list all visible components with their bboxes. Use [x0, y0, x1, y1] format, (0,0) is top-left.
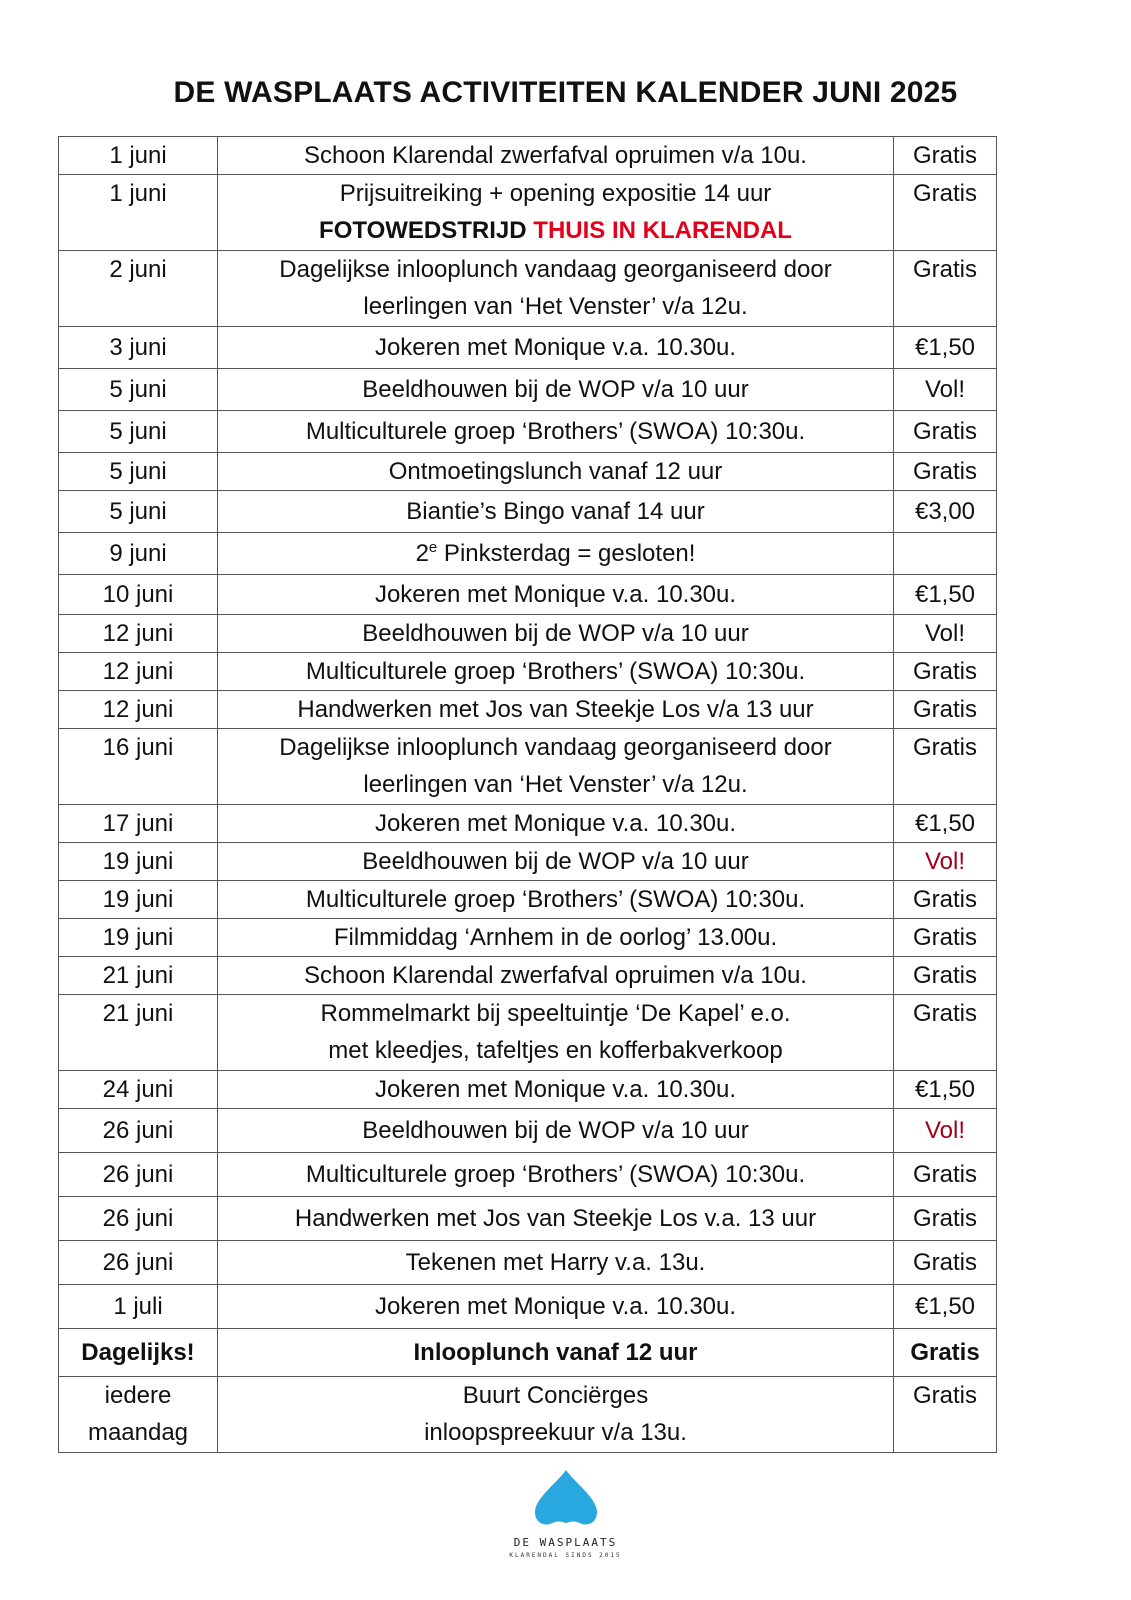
date-text: 5 juni — [109, 376, 167, 403]
table-row — [59, 251, 997, 327]
activity-cell — [218, 957, 894, 995]
activity-line: Dagelijkse inlooplunch vandaag georganiseerd door — [279, 734, 832, 761]
table-row — [59, 533, 997, 575]
activity-line: Beeldhouwen bij de WOP v/a 10 uur — [362, 1117, 749, 1144]
date-text: 9 juni — [109, 540, 167, 567]
activity-line: Ontmoetingslunch vanaf 12 uur — [388, 458, 723, 485]
activity-line: leerlingen van ‘Het Venster’ v/a 12u. — [363, 293, 748, 320]
activity-cell — [218, 995, 894, 1071]
activity-cell — [218, 805, 894, 843]
price-text: Vol! — [924, 848, 966, 875]
table-row — [59, 137, 997, 175]
activity-cell — [218, 919, 894, 957]
price-cell — [894, 533, 997, 575]
activity-line: Jokeren met Monique v.a. 10.30u. — [374, 581, 737, 608]
date-cell — [59, 491, 218, 533]
activity-line: Inlooplunch vanaf 12 uur — [413, 1339, 698, 1366]
activity-line: Multiculturele groep ‘Brothers’ (SWOA) 10:30u. — [305, 418, 806, 445]
date-text: 19 juni — [102, 848, 174, 875]
price-cell — [894, 653, 997, 691]
date-cell — [59, 1109, 218, 1153]
activity-line: Jokeren met Monique v.a. 10.30u. — [374, 334, 737, 361]
date-cell — [59, 327, 218, 369]
price-cell — [894, 615, 997, 653]
activity-text: 2 — [415, 540, 429, 567]
date-cell — [59, 251, 218, 327]
activity-cell — [218, 369, 894, 411]
table-row — [59, 843, 997, 881]
date-cell — [59, 369, 218, 411]
activity-line: Schoon Klarendal zwerfafval opruimen v/a 10u. — [304, 962, 807, 989]
date-cell — [59, 1071, 218, 1109]
activity-cell — [218, 453, 894, 491]
table-row — [59, 957, 997, 995]
price-text: Gratis — [912, 1249, 977, 1276]
price-text: €1,50 — [914, 581, 976, 608]
date-cell — [59, 691, 218, 729]
activity-cell — [218, 175, 894, 251]
price-text: Vol! — [924, 620, 966, 647]
date-cell — [59, 919, 218, 957]
table-row — [59, 1329, 997, 1377]
price-cell — [894, 1329, 997, 1377]
date-cell — [59, 1377, 218, 1453]
price-cell — [894, 881, 997, 919]
table-row — [59, 453, 997, 491]
table-row — [59, 615, 997, 653]
wasplaats-logo — [0, 1468, 1131, 1559]
table-row — [59, 1109, 997, 1153]
table-row — [59, 369, 997, 411]
price-cell — [894, 327, 997, 369]
price-text: €1,50 — [914, 334, 976, 361]
price-text: Gratis — [912, 1000, 977, 1027]
water-drop-icon — [531, 1468, 601, 1532]
date-cell — [59, 843, 218, 881]
date-cell — [59, 995, 218, 1071]
table-row — [59, 1241, 997, 1285]
activity-line: met kleedjes, tafeltjes en kofferbakverkoop — [328, 1037, 783, 1064]
price-text: €1,50 — [914, 810, 976, 837]
table-row — [59, 175, 997, 251]
price-cell — [894, 1197, 997, 1241]
activity-line: inloopspreekuur v/a 13u. — [424, 1419, 687, 1446]
price-cell — [894, 491, 997, 533]
date-text: 26 juni — [102, 1249, 174, 1276]
table-row — [59, 995, 997, 1071]
date-text: 1 juni — [109, 142, 167, 169]
price-text: €1,50 — [914, 1076, 976, 1103]
date-cell — [59, 175, 218, 251]
date-text: 5 juni — [109, 458, 167, 485]
table-row — [59, 411, 997, 453]
activity-line: Handwerken met Jos van Steekje Los v/a 13 uur — [297, 696, 814, 723]
date-cell — [59, 575, 218, 615]
table-row — [59, 327, 997, 369]
activity-cell — [218, 1109, 894, 1153]
activity-line: Beeldhouwen bij de WOP v/a 10 uur — [362, 848, 749, 875]
price-text: Gratis — [912, 696, 977, 723]
table-row — [59, 805, 997, 843]
date-cell — [59, 615, 218, 653]
activity-line — [218, 212, 893, 249]
date-cell — [59, 1285, 218, 1329]
date-cell — [59, 1197, 218, 1241]
activity-line: Dagelijkse inlooplunch vandaag georganiseerd door — [279, 256, 832, 283]
table-row — [59, 1197, 997, 1241]
price-text: Gratis — [912, 1161, 977, 1188]
activity-cell — [218, 533, 894, 575]
activity-line: Multiculturele groep ‘Brothers’ (SWOA) 10:30u. — [305, 1161, 806, 1188]
date-cell — [59, 137, 218, 175]
activity-cell — [218, 881, 894, 919]
table-row — [59, 919, 997, 957]
activity-cell — [218, 1377, 894, 1453]
activity-cell — [218, 251, 894, 327]
table-row — [59, 653, 997, 691]
date-text: 21 juni — [102, 1000, 174, 1027]
activity-cell — [218, 1153, 894, 1197]
price-text: Gratis — [912, 886, 977, 913]
table-row — [59, 1153, 997, 1197]
date-text: 26 juni — [102, 1161, 174, 1188]
activity-cell — [218, 691, 894, 729]
activity-cell — [218, 491, 894, 533]
price-cell — [894, 1285, 997, 1329]
date-text: 26 juni — [102, 1117, 174, 1144]
date-text: 16 juni — [102, 734, 174, 761]
price-text: Gratis — [912, 658, 977, 685]
date-text: 2 juni — [109, 256, 167, 283]
price-text: Gratis — [912, 1382, 977, 1409]
activity-line — [218, 535, 893, 572]
contest-theme: THUIS IN KLARENDAL — [533, 217, 792, 244]
date-text: 19 juni — [102, 886, 174, 913]
date-text: iedere — [104, 1382, 172, 1409]
activity-cell — [218, 1285, 894, 1329]
table-row — [59, 491, 997, 533]
price-cell — [894, 369, 997, 411]
date-text: 5 juni — [109, 418, 167, 445]
table-row — [59, 575, 997, 615]
date-text: 12 juni — [102, 658, 174, 685]
activity-line: Beeldhouwen bij de WOP v/a 10 uur — [362, 620, 749, 647]
price-cell — [894, 843, 997, 881]
price-cell — [894, 1153, 997, 1197]
date-text: 5 juni — [109, 498, 167, 525]
contest-name: FOTOWEDSTRIJD — [319, 217, 534, 244]
date-cell — [59, 881, 218, 919]
date-text: 12 juni — [102, 696, 174, 723]
logo-subtitle: KLARENDAL SINDS 2015 — [509, 1552, 622, 1559]
date-cell — [59, 1329, 218, 1377]
page-title: DE WASPLAATS ACTIVITEITEN KALENDER JUNI 2025 — [173, 76, 958, 109]
table-row — [59, 881, 997, 919]
date-text: 19 juni — [102, 924, 174, 951]
date-cell — [59, 1153, 218, 1197]
date-text: Dagelijks! — [81, 1339, 195, 1366]
activity-line: Jokeren met Monique v.a. 10.30u. — [374, 810, 737, 837]
activity-cell — [218, 575, 894, 615]
price-text: €1,50 — [914, 1293, 976, 1320]
price-text: Gratis — [912, 962, 977, 989]
price-cell — [894, 453, 997, 491]
price-text: €3,00 — [914, 498, 976, 525]
price-text: Gratis — [912, 458, 977, 485]
activity-line: Multiculturele groep ‘Brothers’ (SWOA) 10:30u. — [305, 658, 806, 685]
activity-line: Jokeren met Monique v.a. 10.30u. — [374, 1076, 737, 1103]
price-cell — [894, 1377, 997, 1453]
price-text: Gratis — [912, 418, 977, 445]
logo-name: DE WASPLAATS — [513, 1536, 618, 1549]
date-cell — [59, 1241, 218, 1285]
price-cell — [894, 957, 997, 995]
date-cell — [59, 805, 218, 843]
date-cell — [59, 411, 218, 453]
activity-line: Prijsuitreiking + opening expositie 14 uur — [339, 180, 772, 207]
activity-cell — [218, 1071, 894, 1109]
price-cell — [894, 1109, 997, 1153]
activity-line: Multiculturele groep ‘Brothers’ (SWOA) 10:30u. — [305, 886, 806, 913]
activity-line: Tekenen met Harry v.a. 13u. — [405, 1249, 706, 1276]
activity-cell — [218, 615, 894, 653]
activity-line: Jokeren met Monique v.a. 10.30u. — [374, 1293, 737, 1320]
activity-cell — [218, 411, 894, 453]
table-row — [59, 729, 997, 805]
price-cell — [894, 1241, 997, 1285]
price-cell — [894, 691, 997, 729]
price-cell — [894, 729, 997, 805]
activity-cell — [218, 729, 894, 805]
activity-line: Rommelmarkt bij speeltuintje ‘De Kapel’ e.o. — [320, 1000, 791, 1027]
price-text: Gratis — [910, 1339, 980, 1366]
price-text: Vol! — [924, 1117, 966, 1144]
price-cell — [894, 805, 997, 843]
date-text: 1 juni — [109, 180, 167, 207]
date-text: 24 juni — [102, 1076, 174, 1103]
activity-line: leerlingen van ‘Het Venster’ v/a 12u. — [363, 771, 748, 798]
activity-line: Filmmiddag ‘Arnhem in de oorlog’ 13.00u. — [333, 924, 778, 951]
price-text: Gratis — [912, 1205, 977, 1232]
date-cell — [59, 453, 218, 491]
date-text: 26 juni — [102, 1205, 174, 1232]
table-row — [59, 1285, 997, 1329]
activity-text: Pinksterdag = gesloten! — [437, 540, 696, 567]
activity-cell — [218, 1329, 894, 1377]
price-cell — [894, 251, 997, 327]
price-cell — [894, 411, 997, 453]
price-cell — [894, 1071, 997, 1109]
activity-calendar-table — [58, 136, 997, 1453]
price-cell — [894, 919, 997, 957]
activity-cell — [218, 1241, 894, 1285]
activity-line: Beeldhouwen bij de WOP v/a 10 uur — [362, 376, 749, 403]
price-cell — [894, 137, 997, 175]
price-text: Gratis — [912, 256, 977, 283]
price-cell — [894, 575, 997, 615]
price-text: Vol! — [924, 376, 966, 403]
date-text: 10 juni — [102, 581, 174, 608]
date-text: 1 juli — [113, 1293, 163, 1320]
activity-cell — [218, 137, 894, 175]
activity-cell — [218, 843, 894, 881]
activity-line: Biantie’s Bingo vanaf 14 uur — [406, 498, 705, 525]
activity-line: Schoon Klarendal zwerfafval opruimen v/a 10u. — [304, 142, 807, 169]
activity-cell — [218, 653, 894, 691]
date-text: 12 juni — [102, 620, 174, 647]
date-cell — [59, 653, 218, 691]
price-cell — [894, 995, 997, 1071]
date-cell — [59, 533, 218, 575]
activity-line: Buurt Conciërges — [462, 1382, 649, 1409]
ordinal-superscript: e — [428, 539, 438, 556]
table-row — [59, 691, 997, 729]
date-text-line2: maandag — [87, 1419, 189, 1446]
price-text: Gratis — [912, 142, 977, 169]
date-cell — [59, 957, 218, 995]
price-text: Gratis — [912, 924, 977, 951]
price-cell — [894, 175, 997, 251]
activity-line: Handwerken met Jos van Steekje Los v.a. 13 uur — [294, 1205, 817, 1232]
table-row — [59, 1377, 997, 1453]
date-text: 17 juni — [102, 810, 174, 837]
price-text: Gratis — [912, 180, 977, 207]
price-text: Gratis — [912, 734, 977, 761]
table-row — [59, 1071, 997, 1109]
date-text: 21 juni — [102, 962, 174, 989]
date-cell — [59, 729, 218, 805]
activity-cell — [218, 1197, 894, 1241]
date-text: 3 juni — [109, 334, 167, 361]
activity-cell — [218, 327, 894, 369]
